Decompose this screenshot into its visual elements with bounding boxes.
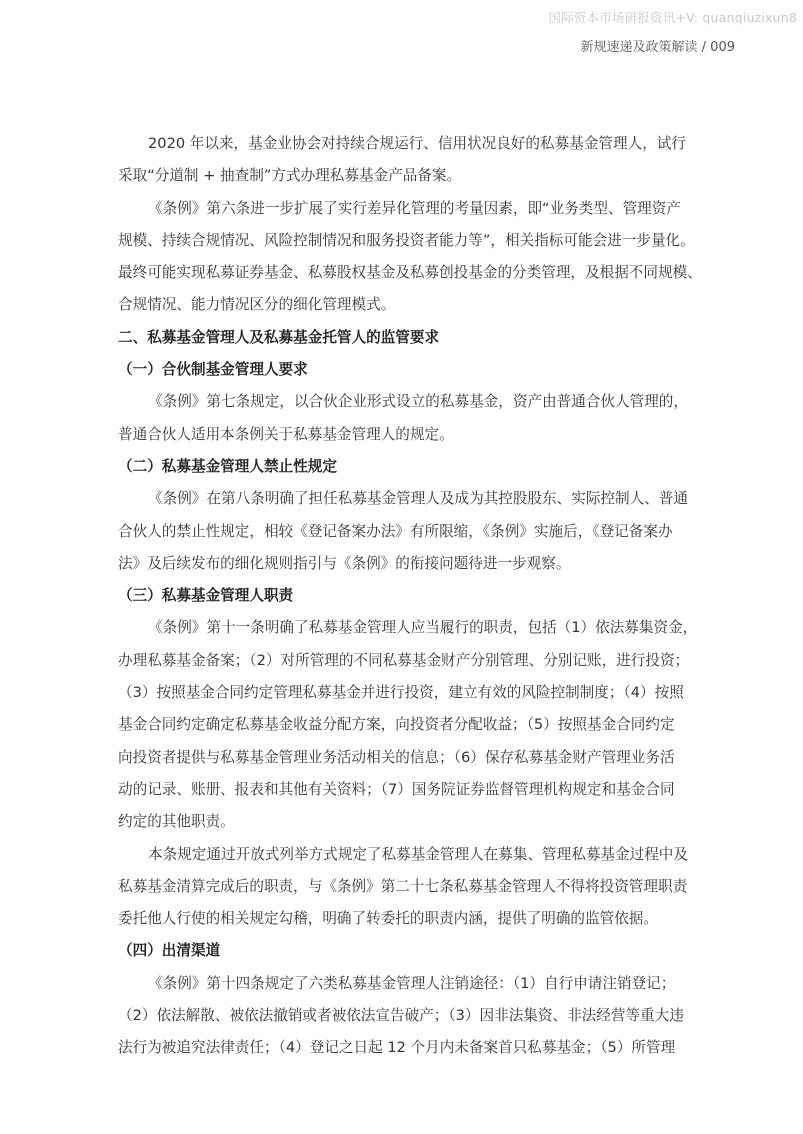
paragraph-line: 委托他人行使的相关规定勾稽，明确了转委托的职责内涵，提供了明确的监管依据。 bbox=[118, 910, 658, 928]
paragraph-line: 最终可能实现私募证券基金、私募股权基金及私募创投基金的分类管理，及根据不同规模、 bbox=[118, 264, 702, 282]
paragraph-line: 合伙人的禁止性规定，相较《登记备案办法》有所限缩，《条例》实施后，《登记备案办 bbox=[118, 522, 673, 540]
paragraph bbox=[118, 483, 736, 580]
paragraph-line: 《条例》第十四条规定了六类私募基金管理人注销途径：（1）自行申请注销登记； bbox=[148, 974, 676, 992]
paragraph-line: 《条例》在第八条明确了担任私募基金管理人及成为其控股股东、实际控制人、普通 bbox=[148, 490, 688, 508]
subsection-heading: （二）私募基金管理人禁止性规定 bbox=[118, 457, 337, 475]
document-body bbox=[118, 128, 736, 1065]
paragraph-line: 私募基金清算完成后的职责，与《条例》第二十七条私募基金管理人不得将投资管理职责 bbox=[118, 877, 688, 895]
paragraph-line: 《条例》第六条进一步扩展了实行差异化管理的考量因素，即“业务类型、管理资产 bbox=[148, 199, 681, 217]
paragraph bbox=[118, 386, 736, 451]
paragraph-line: 采取“分道制 + 抽查制”方式办理私募基金产品备案。 bbox=[118, 167, 462, 185]
paragraph bbox=[118, 612, 736, 838]
paragraph-line: （3）按照基金合同约定管理私募基金并进行投资，建立有效的风险控制制度；（4）按照 bbox=[118, 684, 684, 702]
paragraph-line: 合规情况、能力情况区分的细化管理模式。 bbox=[118, 296, 396, 314]
paragraph-line: 2020 年以来，基金业协会对持续合规运行、信用状况良好的私募基金管理人，试行 bbox=[148, 135, 686, 152]
paragraph-line: 动的记录、账册、报表和其他有关资料；（7）国务院证券监督管理机构规定和基金合同 bbox=[118, 780, 675, 798]
running-head: 新规速递及政策解读 / 009 bbox=[580, 40, 735, 55]
subsection-heading: （四）出清渠道 bbox=[118, 942, 221, 960]
paragraph bbox=[118, 968, 736, 1065]
paragraph-line: 《条例》第十一条明确了私募基金管理人应当履行的职责，包括（1）依法募集资金， bbox=[148, 619, 698, 637]
paragraph-line: 普通合伙人适用本条例关于私募基金管理人的规定。 bbox=[118, 425, 454, 443]
section-heading: 二、私募基金管理人及私募基金托管人的监管要求 bbox=[118, 328, 440, 346]
paragraph-line: （2）依法解散、被依法撤销或者被依法宣告破产；（3）因非法集资、非法经营等重大违 bbox=[118, 1007, 684, 1025]
watermark-text: 国际资本市场研报资讯+V: quanqiuzixun8 bbox=[548, 10, 797, 25]
paragraph bbox=[118, 839, 736, 936]
paragraph-line: 办理私募基金备案；（2）对所管理的不同私募基金财产分别管理、分别记账，进行投资； bbox=[118, 651, 690, 669]
paragraph-line: 法》及后续发布的细化规则指引与《条例》的衔接问题待进一步观察。 bbox=[118, 554, 571, 572]
paragraph-line: 法行为被追究法律责任；（4）登记之日起 12 个月内未备案首只私募基金；（5）所管理 bbox=[118, 1039, 676, 1057]
paragraph-line: 基金合同约定确定私募基金收益分配方案，向投资者分配收益；（5）按照基金合同约定 bbox=[118, 716, 675, 734]
paragraph-line: 规模、持续合规情况、风险控制情况和服务投资者能力等”，相关指标可能会进一步量化。 bbox=[118, 231, 695, 249]
subsection-heading: （一）合伙制基金管理人要求 bbox=[118, 361, 308, 379]
subsection-heading: （三）私募基金管理人职责 bbox=[118, 587, 294, 605]
paragraph-line: 约定的其他职责。 bbox=[118, 813, 235, 831]
paragraph bbox=[118, 128, 736, 193]
paragraph-line: 《条例》第七条规定，以合伙企业形式设立的私募基金，资产由普通合伙人管理的， bbox=[148, 393, 688, 411]
paragraph bbox=[118, 193, 736, 322]
paragraph-line: 本条规定通过开放式列举方式规定了私募基金管理人在募集、管理私募基金过程中及 bbox=[148, 845, 688, 863]
paragraph-line: 向投资者提供与私募基金管理业务活动相关的信息；（6）保存私募基金财产管理业务活 bbox=[118, 748, 675, 766]
